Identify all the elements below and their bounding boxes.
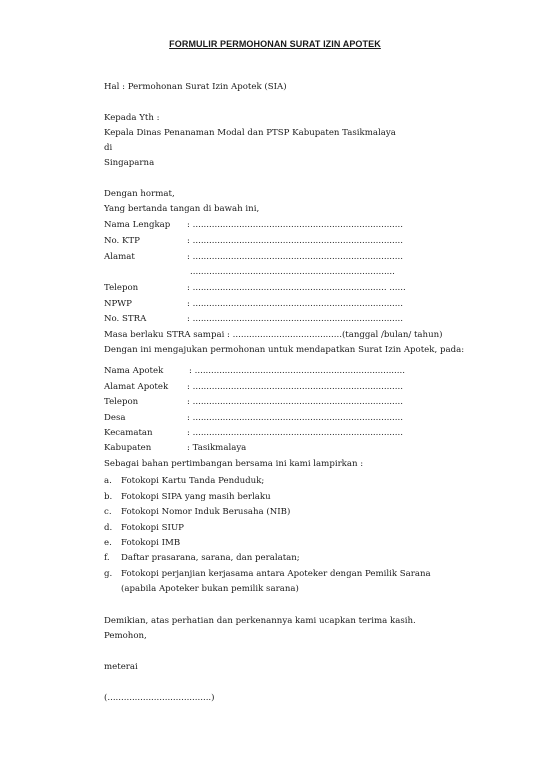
- list-item-marker: c.: [104, 507, 112, 517]
- field-label-desa: Desa: [104, 413, 126, 423]
- form-title: FORMULIR PERMOHONAN SURAT IZIN APOTEK: [169, 39, 381, 49]
- field-value-npwp: : .............................................................................: [187, 299, 403, 309]
- field-value-alamat-cont: ...........................................................................: [190, 267, 395, 277]
- list-item: Fotokopi SIPA yang masih berlaku: [121, 492, 271, 502]
- list-item: Fotokopi IMB: [121, 538, 181, 548]
- field-label-npwp: NPWP: [104, 299, 132, 309]
- field-value-desa: : .............................................................................: [187, 413, 403, 423]
- list-item: Fotokopi perjanjian kerjasama antara Apoteker dengan Pemilik Sarana: [121, 569, 431, 579]
- subject-line: Hal : Permohonan Surat Izin Apotek (SIA): [104, 82, 287, 92]
- addressee-city: Singaparna: [104, 158, 155, 168]
- field-value-kabupaten: : Tasikmalaya: [187, 443, 247, 453]
- list-item-marker: e.: [104, 538, 112, 548]
- field-value-ktp: : .............................................................................: [187, 236, 403, 246]
- list-item-marker: a.: [104, 476, 112, 486]
- list-item: Daftar prasarana, sarana, dan peralatan;: [121, 553, 300, 563]
- field-value-stra: : .............................................................................: [187, 314, 403, 324]
- list-item-marker: g.: [104, 569, 113, 579]
- signature-line: (......................................): [104, 693, 215, 703]
- applicant-label: Pemohon,: [104, 631, 147, 641]
- addressee-di: di: [104, 143, 113, 153]
- list-item: Fotokopi SIUP: [121, 523, 184, 533]
- list-item-continuation: (apabila Apoteker bukan pemilik sarana): [121, 584, 299, 594]
- field-label-telepon: Telepon: [104, 283, 139, 293]
- field-label-stra: No. STRA: [104, 314, 147, 324]
- field-label-telepon-apotek: Telepon: [104, 397, 139, 407]
- field-label-kecamatan: Kecamatan: [104, 428, 153, 438]
- field-label-nama-apotek: Nama Apotek: [104, 366, 164, 376]
- field-label-alamat: Alamat: [104, 252, 135, 262]
- addressee-name: Kepala Dinas Penanaman Modal dan PTSP Kabupaten Tasikmalaya: [104, 128, 396, 138]
- field-label-nama: Nama Lengkap: [104, 220, 171, 230]
- list-item-marker: d.: [104, 523, 113, 533]
- list-item: Fotokopi Kartu Tanda Penduduk;: [121, 476, 265, 486]
- field-value-alamat-apotek: : .............................................................................: [187, 382, 403, 392]
- greeting: Dengan hormat,: [104, 189, 175, 199]
- field-value-nama-apotek: : .............................................................................: [189, 366, 405, 376]
- field-label-kabupaten: Kabupaten: [104, 443, 152, 453]
- list-item: Fotokopi Nomor Induk Berusaha (NIB): [121, 507, 291, 517]
- closing-line: Demikian, atas perhatian dan perkenannya kami ucapkan terima kasih.: [104, 616, 416, 626]
- list-item-marker: f.: [104, 553, 110, 563]
- intro-line: Yang bertanda tangan di bawah ini,: [104, 204, 260, 214]
- list-item-marker: b.: [104, 492, 113, 502]
- field-value-telepon-apotek: : .............................................................................: [187, 397, 403, 407]
- stamp-label: meterai: [104, 662, 138, 672]
- field-value-kecamatan: : .............................................................................: [187, 428, 403, 438]
- addressee-salutation: Kepada Yth :: [104, 113, 160, 123]
- field-value-telepon: : ....................................................................... ......: [187, 283, 406, 293]
- field-label-alamat-apotek: Alamat Apotek: [104, 382, 169, 392]
- field-value-nama: : .............................................................................: [187, 220, 403, 230]
- field-label-ktp: No. KTP: [104, 236, 140, 246]
- field-value-alamat: : .............................................................................: [187, 252, 403, 262]
- stra-validity-line: Masa berlaku STRA sampai : ........................................(tanggal /bulan/ tahun): [104, 330, 443, 340]
- request-line: Dengan ini mengajukan permohonan untuk mendapatkan Surat Izin Apotek, pada:: [104, 345, 465, 355]
- attachments-intro: Sebagai bahan pertimbangan bersama ini kami lampirkan :: [104, 459, 364, 469]
